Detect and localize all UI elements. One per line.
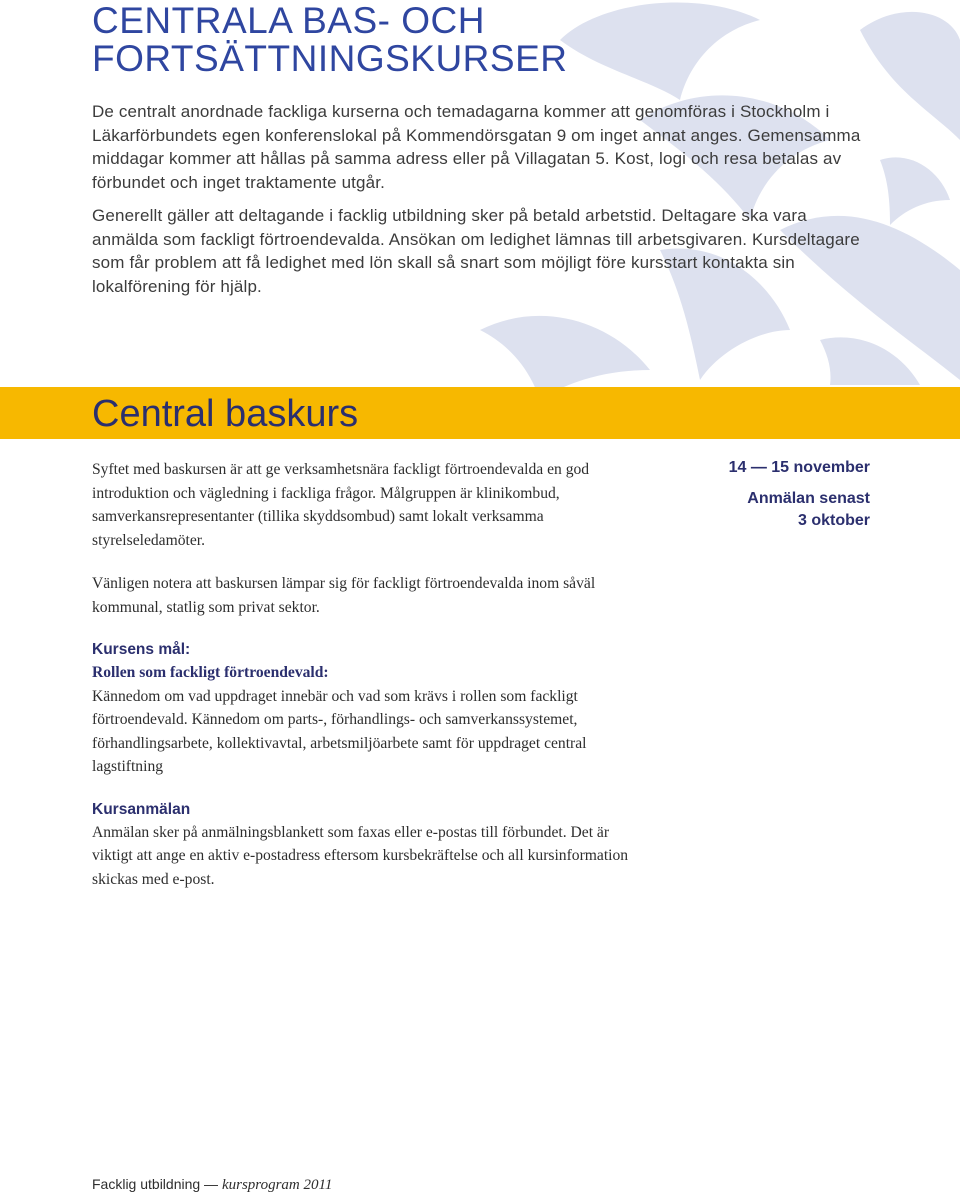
section-banner <box>0 387 960 439</box>
registration-heading: Kursanmälan <box>92 800 191 818</box>
title-line-1: CENTRALA BAS- OCH <box>92 0 485 41</box>
course-description <box>92 458 652 891</box>
course-dates: 14 — 15 november <box>728 459 870 476</box>
purpose-paragraph: Syftet med baskursen är att ge verksamhetsnära fackligt förtroendevalda en god introduktion och vägledning i fackliga frågor. Målgruppen är klinikombud, samverkansrepresentanter (tillika skyddsombud) samt lokalt verksamma styrelseledamöter. <box>92 461 590 549</box>
page-title <box>92 0 882 78</box>
page-footer <box>92 1175 332 1194</box>
deadline-date: 3 oktober <box>797 512 870 529</box>
banner-title: Central baskurs <box>92 393 359 435</box>
goals-heading: Kursens mål: <box>92 641 191 658</box>
title-line-2: FORTSÄTTNINGSKURSER <box>92 38 568 79</box>
intro-paragraph-2: Generellt gäller att deltagande i facklig utbildning sker på betald arbetstid. Deltagare ska vara anmälda som fackligt förtroendevalda. Ansökan om ledighet lämnas till arbetsgivaren. Kursdeltagare som får problem att få ledighet med lön skall så snart som möjligt före kursstart kontakta sin lokalförening för hjälp. <box>92 206 860 296</box>
role-paragraph: Kännedom om vad uppdraget innebär och vad som krävs i rollen som fackligt förtroendevald. Kännedom om parts-, förhandlings- och samverkanssystemet, förhandlingsarbete, kollektivavtal, arbetsmiljöarbete samt för uppdraget central lagstiftning <box>92 687 587 775</box>
role-heading: Rollen som fackligt förtroendevald: <box>92 664 329 681</box>
note-paragraph: Vänligen notera att baskursen lämpar sig för fackligt förtroendevalda inom såväl kommunal, statlig som privat sektor. <box>92 575 596 616</box>
course-dates-box <box>690 457 870 532</box>
footer-label: Facklig utbildning — <box>92 1176 219 1192</box>
intro-section <box>92 0 882 298</box>
deadline-label: Anmälan senast <box>747 490 870 507</box>
registration-paragraph: Anmälan sker på anmälningsblankett som faxas eller e-postas till förbundet. Det är viktigt att ange en aktiv e-postadress eftersom kursbekräftelse och all kursinformation skickas med e-post. <box>92 823 629 888</box>
intro-paragraph-1: De centralt anordnade fackliga kurserna och temadagarna kommer att genomföras i Stockholm i Läkarförbundets egen konferenslokal på Kommendörsgatan 9 om inget annat anges. Gemensamma middagar kommer att hållas på samma adress eller på Villagatan 5. Kost, logi och resa betalas av förbundet och inget traktamente utgår. <box>92 102 861 192</box>
footer-italic: kursprogram 2011 <box>221 1177 333 1193</box>
